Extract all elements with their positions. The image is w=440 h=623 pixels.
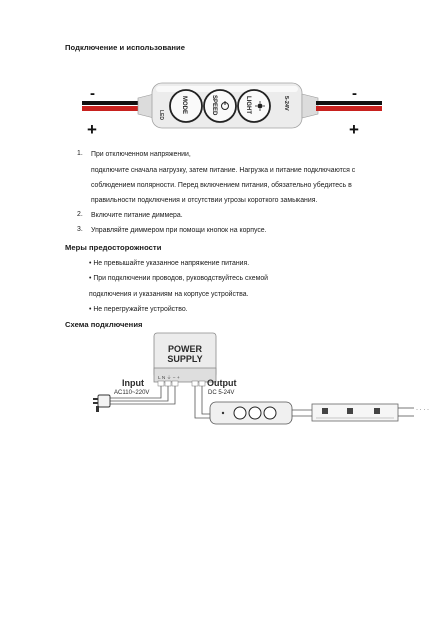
terminal-labels: L N ⏚ − +: [158, 376, 180, 381]
input-label: Input: [122, 378, 144, 388]
right-sleeve: [302, 94, 318, 118]
light-button-label: LIGHT: [245, 96, 251, 114]
step-2-line-1: Включите питание диммера.: [91, 212, 183, 219]
speed-button-label: SPEED: [211, 95, 217, 116]
speed-button: [204, 90, 236, 122]
output-label: Output: [207, 378, 237, 388]
section-title-precautions: Меры предосторожности: [65, 243, 162, 252]
step-2-number: 2.: [77, 211, 83, 218]
step-1-line-1: При отключенном напряжении,: [91, 151, 191, 158]
minus-right: -: [352, 85, 357, 102]
step-1-line-2: подключите сначала нагрузку, затем питание. Нагрузка и питание подключаются с: [91, 167, 356, 174]
led-strip: [312, 404, 398, 421]
mode-button-label: MODE: [181, 96, 187, 114]
strip-end-wires: [398, 408, 414, 416]
step-1-line-4: правильности подключения и отсутствии угрозы короткого замыкания.: [91, 197, 318, 204]
precaution-item-4: • Не перегружайте устройство.: [89, 306, 188, 313]
wiring-diagram: [82, 330, 429, 438]
dimmer-controller-diagram: [210, 402, 292, 424]
precaution-item-3: подключения и указаниям на корпусе устройства.: [89, 291, 249, 298]
step-3-number: 3.: [77, 226, 83, 233]
power-supply-label-1: POWER: [167, 344, 203, 354]
output-voltage: DC 5-24V: [208, 390, 235, 396]
power-supply-label-2: SUPPLY: [167, 354, 203, 364]
plus-right: +: [349, 120, 359, 139]
step-3-line-1: Управляйте диммером при помощи кнопок на корпусе.: [91, 227, 267, 234]
continuation-dots: · · · ·: [416, 407, 429, 413]
wire-red-right: [316, 106, 382, 111]
wire-red-left: [82, 106, 142, 111]
mains-plug: [93, 395, 110, 412]
light-button: [238, 90, 270, 122]
led-label: LED: [158, 110, 164, 120]
wire-black-right: [316, 101, 382, 105]
dimmer-controller-photo: [82, 70, 382, 138]
minus-left: -: [90, 85, 95, 102]
section-title-connection: Подключение и использование: [65, 43, 185, 52]
precaution-item-2: • При подключении проводов, руководствуйтесь схемой: [89, 275, 269, 282]
plus-left: +: [87, 120, 97, 139]
step-1-line-3: соблюдением полярности. Перед включением питания, обязательно убедитесь в: [91, 182, 352, 189]
section-title-scheme: Схема подключения: [65, 320, 143, 329]
step-1-number: 1.: [77, 150, 83, 157]
input-voltage: AC110~220V: [114, 390, 150, 396]
precaution-item-1: • Не превышайте указанное напряжение питания.: [89, 260, 250, 267]
voltage-label: 5-24V: [283, 96, 289, 111]
strip-cable: [292, 410, 312, 416]
